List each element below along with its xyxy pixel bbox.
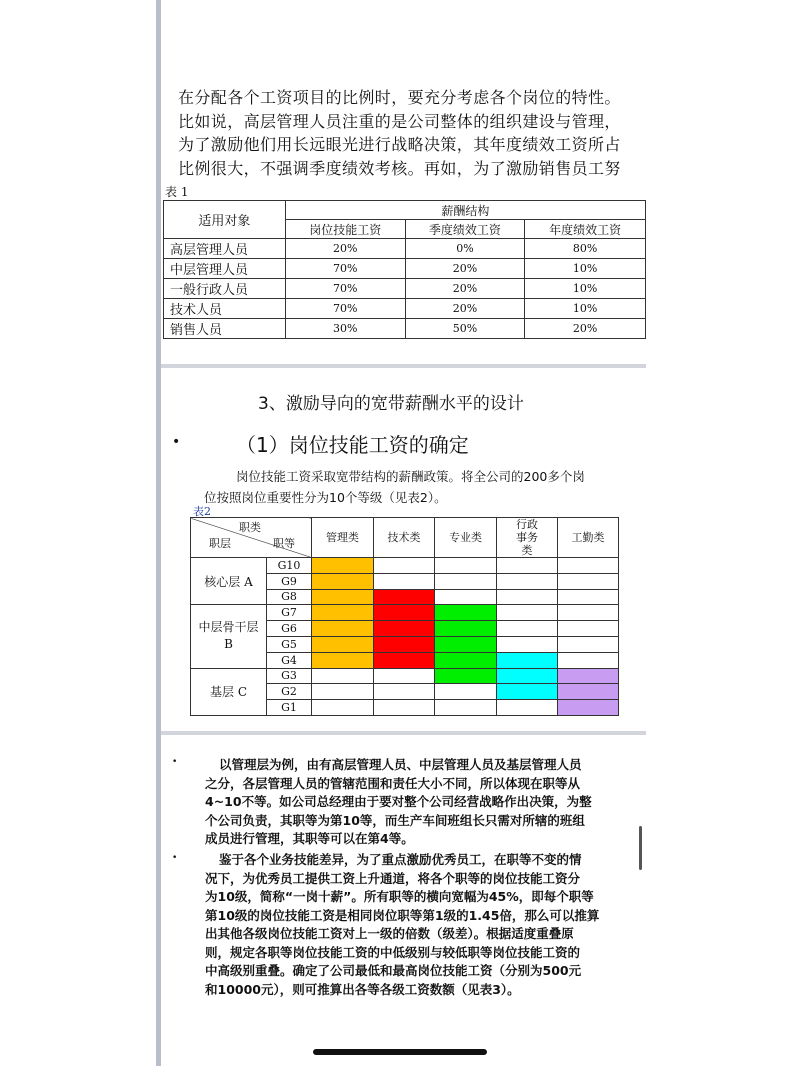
paragraph-line: 之分，各层管理人员的管辖范围和责任大小不同，所以体现在职等从 xyxy=(205,775,581,791)
grade-label: G8 xyxy=(267,589,312,605)
band-cell xyxy=(374,636,435,652)
table1-column-header: 岗位技能工资 xyxy=(285,220,405,239)
paragraph-line: 和10000元），则可推算出各等各级工资数额（见表3）。 xyxy=(205,981,520,997)
grade-label: G4 xyxy=(267,652,312,668)
table-cell: 20% xyxy=(405,279,525,299)
grade-label: G2 xyxy=(267,684,312,700)
empty-cell xyxy=(374,668,435,684)
salary-structure-table xyxy=(163,200,646,339)
empty-cell xyxy=(497,700,558,716)
paragraph-line: 鉴于各个业务技能差异，为了重点激励优秀员工，在职等不变的情 xyxy=(219,852,582,867)
paragraph-line: 第10级的岗位技能工资是相同岗位职等第1级的1.45倍，那么可以推算 xyxy=(205,907,600,923)
paragraph-line: 为了激励他们用长远眼光进行战略决策，其年度绩效工资所占 xyxy=(178,135,621,154)
empty-cell xyxy=(312,700,374,716)
section3-paragraph-2 xyxy=(205,851,625,999)
grade-label: G6 xyxy=(267,621,312,637)
grade-header-label: 职等 xyxy=(273,537,295,550)
table-cell: 70% xyxy=(285,279,405,299)
section1-paragraph xyxy=(178,86,658,180)
section2-body xyxy=(204,466,585,508)
job-grade-table xyxy=(190,517,619,716)
paragraph-line: 成员进行管理，其职等可以在第4等。 xyxy=(205,831,414,846)
band-cell xyxy=(435,668,497,684)
table-cell: 20% xyxy=(285,239,405,259)
row-label: 技术人员 xyxy=(164,299,286,319)
diag-top-label: 职类 xyxy=(239,521,261,534)
grade-label: G5 xyxy=(267,636,312,652)
page-left-edge xyxy=(156,0,161,1066)
paragraph-line: 况下，为优秀员工提供工资上升通道，将各个职等的岗位技能工资分 xyxy=(205,870,581,886)
band-cell xyxy=(374,621,435,637)
home-indicator[interactable] xyxy=(313,1049,487,1055)
bullet-icon: • xyxy=(172,853,178,863)
bullet-icon: • xyxy=(172,757,178,767)
band-cell xyxy=(312,636,374,652)
paragraph-line: 比如说，高层管理人员注重的是公司整体的组织建设与管理， xyxy=(178,111,621,131)
table-cell: 20% xyxy=(405,259,525,279)
empty-cell xyxy=(435,700,497,716)
grade-label: G7 xyxy=(267,605,312,621)
band-cell xyxy=(312,573,374,589)
empty-cell xyxy=(558,605,619,621)
category-header: 行政事务类 xyxy=(497,518,558,558)
band-cell xyxy=(497,684,558,700)
layer-label: 核心层 A xyxy=(191,558,267,605)
paragraph-line: 则，规定各职等岗位技能工资的中低级别与较低职等岗位技能工资的 xyxy=(205,944,581,960)
empty-cell xyxy=(497,605,558,621)
empty-cell xyxy=(435,558,497,574)
table1-corner-header: 适用对象 xyxy=(164,201,286,239)
empty-cell xyxy=(497,589,558,605)
grade-label: G9 xyxy=(267,573,312,589)
paragraph-line: 为10级，简称“一岗十薪”。所有职等的横向宽幅为45%，即每个职等 xyxy=(205,889,594,904)
table-cell: 10% xyxy=(525,299,646,319)
empty-cell xyxy=(558,636,619,652)
band-cell xyxy=(435,605,497,621)
layer-label: 中层骨干层 B xyxy=(191,605,267,668)
paragraph-line: 出其他各级岗位技能工资对上一级的倍数（级差）。根据适度重叠原 xyxy=(205,926,574,941)
empty-cell xyxy=(558,652,619,668)
empty-cell xyxy=(312,684,374,700)
empty-cell xyxy=(558,621,619,637)
empty-cell xyxy=(374,684,435,700)
table-cell: 30% xyxy=(285,319,405,339)
bullet-icon: • xyxy=(172,434,181,450)
band-cell xyxy=(497,652,558,668)
category-header: 管理类 xyxy=(312,518,374,558)
row-label: 高层管理人员 xyxy=(164,239,286,259)
grade-label: G1 xyxy=(267,700,312,716)
paragraph-line: 中高级别重叠。确定了公司最低和最高岗位技能工资（分别为500元 xyxy=(205,963,582,978)
empty-cell xyxy=(497,558,558,574)
empty-cell xyxy=(435,684,497,700)
empty-cell xyxy=(435,589,497,605)
band-cell xyxy=(558,668,619,684)
empty-cell xyxy=(497,621,558,637)
band-cell xyxy=(374,589,435,605)
scrollbar-thumb[interactable] xyxy=(639,826,642,870)
table-cell: 80% xyxy=(525,239,646,259)
empty-cell xyxy=(558,589,619,605)
table2-caption: 表2 xyxy=(193,505,211,518)
table-cell: 70% xyxy=(285,259,405,279)
layer-label: 基层 C xyxy=(191,668,267,715)
band-cell xyxy=(312,558,374,574)
empty-cell xyxy=(497,636,558,652)
slide-separator xyxy=(161,731,646,735)
empty-cell xyxy=(374,573,435,589)
band-cell xyxy=(312,652,374,668)
paragraph-line: 在分配各个工资项目的比例时，要充分考虑各个岗位的特性。 xyxy=(178,88,621,107)
empty-cell xyxy=(374,558,435,574)
band-cell xyxy=(312,589,374,605)
body-line: 位按照岗位重要性分为10个等级（见表2）。 xyxy=(204,490,447,505)
category-header: 技术类 xyxy=(374,518,435,558)
band-cell xyxy=(497,668,558,684)
table-row xyxy=(164,279,646,299)
empty-cell xyxy=(497,573,558,589)
band-cell xyxy=(435,621,497,637)
empty-cell xyxy=(435,573,497,589)
section2-title: 3、激励导向的宽带薪酬水平的设计 xyxy=(258,394,524,414)
diag-left-label: 职层 xyxy=(209,537,231,550)
empty-cell xyxy=(558,573,619,589)
category-header: 专业类 xyxy=(435,518,497,558)
band-cell xyxy=(435,652,497,668)
band-cell xyxy=(558,684,619,700)
body-line: 岗位技能工资采取宽带结构的薪酬政策。将全公司的200多个岗 xyxy=(236,469,585,484)
grade-label: G3 xyxy=(267,668,312,684)
table-row xyxy=(164,299,646,319)
band-cell xyxy=(558,700,619,716)
table-cell: 20% xyxy=(525,319,646,339)
table-cell: 10% xyxy=(525,279,646,299)
table1-group-header: 薪酬结构 xyxy=(285,201,645,220)
table-cell: 0% xyxy=(405,239,525,259)
table-row xyxy=(164,239,646,259)
row-label: 一般行政人员 xyxy=(164,279,286,299)
table1-column-header: 季度绩效工资 xyxy=(405,220,525,239)
paragraph-line: 个公司负责，其职等为第10等，而生产车间班组长只需对所辖的班组 xyxy=(205,812,585,828)
table-cell: 10% xyxy=(525,259,646,279)
grade-label: G10 xyxy=(267,558,312,574)
band-cell xyxy=(435,636,497,652)
band-cell xyxy=(312,605,374,621)
row-label: 销售人员 xyxy=(164,319,286,339)
table1-column-header: 年度绩效工资 xyxy=(525,220,646,239)
paragraph-line: 4~10不等。如公司总经理由于要对整个公司经营战略作出决策，为整 xyxy=(205,794,592,809)
table-cell: 70% xyxy=(285,299,405,319)
section3-paragraph-1 xyxy=(205,756,625,849)
table1-caption: 表 1 xyxy=(165,185,189,199)
table-cell: 50% xyxy=(405,319,525,339)
band-cell xyxy=(374,605,435,621)
empty-cell xyxy=(374,700,435,716)
table-cell: 20% xyxy=(405,299,525,319)
empty-cell xyxy=(558,558,619,574)
table-row xyxy=(164,319,646,339)
paragraph-line: 比例很大，不强调季度绩效考核。再如，为了激励销售员工努 xyxy=(178,158,621,178)
table-row xyxy=(164,259,646,279)
paragraph-line: 以管理层为例，由有高层管理人员、中层管理人员及基层管理人员 xyxy=(219,757,582,772)
table2-diagonal-header xyxy=(191,518,312,558)
row-label: 中层管理人员 xyxy=(164,259,286,279)
band-cell xyxy=(312,621,374,637)
slide-separator xyxy=(161,364,646,368)
category-header: 工勤类 xyxy=(558,518,619,558)
band-cell xyxy=(374,652,435,668)
empty-cell xyxy=(312,668,374,684)
section2-subtitle: （1）岗位技能工资的确定 xyxy=(236,433,469,457)
